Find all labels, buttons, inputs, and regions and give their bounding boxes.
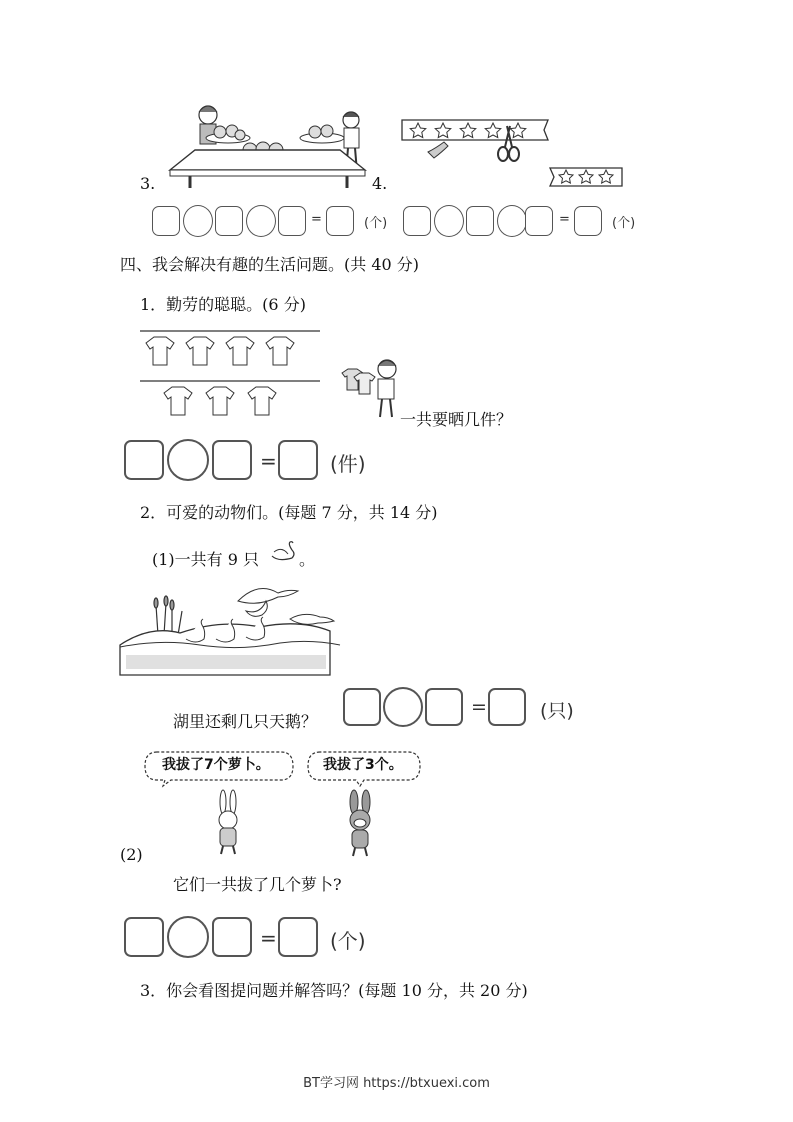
answer-box[interactable] (212, 917, 252, 957)
operator-circle[interactable] (434, 205, 464, 237)
problem-2-sub1-suffix: 。 (299, 550, 316, 569)
star-strip-illustration (398, 112, 628, 192)
equals-sign: = (559, 212, 570, 227)
speech-text-left: 我拔了7个萝卜。 (162, 757, 270, 773)
swan-icon (268, 540, 298, 562)
answer-box[interactable] (466, 206, 494, 236)
problem-2-title: 2．可爱的动物们。(每题 7 分，共 14 分) (140, 503, 438, 522)
rabbit-right-illustration (340, 790, 380, 860)
problem-1-title: 1．勤劳的聪聪。(6 分) (140, 295, 306, 314)
problem-2-sub2-question: 它们一共拔了几个萝卜? (173, 875, 342, 894)
unit-label: (只) (540, 700, 574, 722)
answer-box[interactable] (343, 688, 381, 726)
section-title: 四、我会解决有趣的生活问题。(共 40 分) (120, 255, 420, 274)
lake-swans-illustration (120, 575, 350, 675)
answer-box[interactable] (574, 206, 602, 236)
equals-sign: = (471, 696, 487, 718)
operator-circle[interactable] (383, 687, 423, 727)
footer-watermark: BT学习网 https://btxuexi.com (303, 1076, 490, 1091)
problem-2-sub1-question: 湖里还剩几只天鹅？ (173, 712, 318, 731)
apples-table-illustration (165, 100, 365, 190)
answer-box[interactable] (425, 688, 463, 726)
answer-box[interactable] (326, 206, 354, 236)
operator-circle[interactable] (167, 916, 209, 958)
answer-box[interactable] (488, 688, 526, 726)
problem-2-sub1-prefix: (1)一共有 9 只 (152, 550, 260, 569)
operator-circle[interactable] (497, 205, 527, 237)
answer-box[interactable] (124, 440, 164, 480)
operator-circle[interactable] (246, 205, 276, 237)
answer-box[interactable] (124, 917, 164, 957)
equals-sign: = (260, 926, 277, 950)
operator-circle[interactable] (167, 439, 209, 481)
unit-label: (个) (330, 929, 366, 953)
answer-box[interactable] (278, 917, 318, 957)
answer-box[interactable] (525, 206, 553, 236)
speech-text-right: 我拔了3个。 (323, 757, 403, 773)
problem-1-question: 一共要晒几件？ (400, 410, 513, 429)
unit-label: (个) (364, 216, 388, 231)
answer-box[interactable] (152, 206, 180, 236)
unit-label: (个) (612, 216, 636, 231)
answer-box[interactable] (215, 206, 243, 236)
rabbit-left-illustration (208, 790, 248, 860)
unit-label: (件) (330, 452, 366, 476)
answer-box[interactable] (278, 206, 306, 236)
question-number-4: 4. (372, 174, 388, 193)
answer-box[interactable] (212, 440, 252, 480)
equals-sign: = (260, 449, 277, 473)
answer-box[interactable] (403, 206, 431, 236)
answer-box[interactable] (278, 440, 318, 480)
equals-sign: = (311, 212, 322, 227)
problem-2-sub2-label: (2) (120, 845, 143, 864)
operator-circle[interactable] (183, 205, 213, 237)
clothesline-illustration (140, 325, 410, 425)
question-number-3: 3. (140, 174, 156, 193)
problem-3-title: 3．你会看图提问题并解答吗？(每题 10 分，共 20 分) (140, 981, 528, 1000)
